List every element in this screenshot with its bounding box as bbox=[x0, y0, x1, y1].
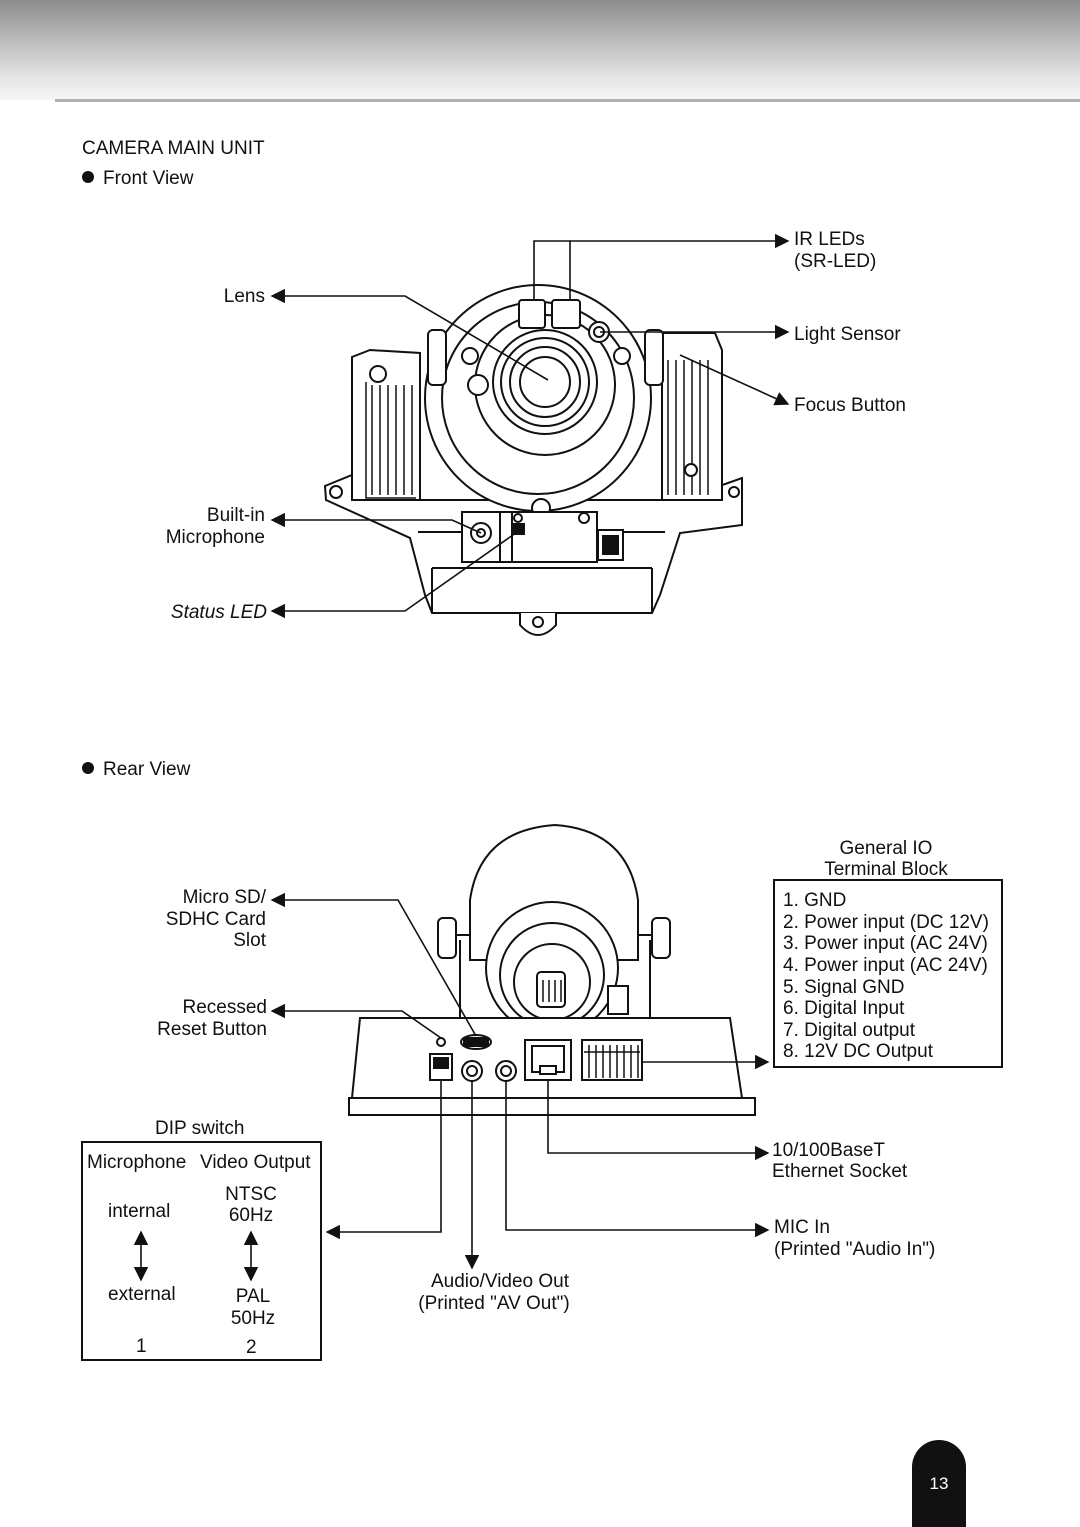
front-view-drawing bbox=[325, 285, 742, 635]
io-terminal-list bbox=[773, 879, 1003, 1068]
io-item: 5. Signal GND bbox=[783, 977, 905, 998]
general-io-title-line2: Terminal Block bbox=[824, 859, 948, 880]
bullet-icon bbox=[82, 762, 94, 774]
av-out-label-line2: (Printed "AV Out") bbox=[418, 1293, 570, 1314]
reset-label-line1: Recessed bbox=[182, 997, 267, 1018]
dip-ntsc: NTSC bbox=[225, 1184, 277, 1205]
dip-switch-number-2: 2 bbox=[246, 1337, 257, 1358]
status-led-label: Status LED bbox=[170, 602, 267, 623]
ir-leds-sublabel: (SR-LED) bbox=[794, 251, 877, 272]
light-sensor-label: Light Sensor bbox=[794, 324, 901, 345]
dip-switch-number-1: 1 bbox=[136, 1336, 147, 1357]
focus-button-label: Focus Button bbox=[794, 395, 906, 416]
ethernet-label-line2: Ethernet Socket bbox=[772, 1161, 908, 1182]
mic-in-label-line1: MIC In bbox=[774, 1217, 830, 1238]
io-item: 4. Power input (AC 24V) bbox=[783, 955, 988, 976]
ir-leds-label: IR LEDs bbox=[794, 229, 865, 250]
dip-60hz: 60Hz bbox=[228, 1205, 274, 1226]
io-item: 7. Digital output bbox=[783, 1020, 916, 1041]
page-number: 13 bbox=[929, 1474, 949, 1493]
lens-label: Lens bbox=[223, 286, 265, 307]
microphone-label-line2: Microphone bbox=[165, 527, 265, 548]
front-view-heading bbox=[82, 168, 193, 190]
sd-slot-label-line1: Micro SD/ bbox=[182, 887, 266, 908]
dip-col2-header: Video Output bbox=[200, 1152, 311, 1173]
rear-view-label: Rear View bbox=[103, 759, 191, 780]
io-item: 3. Power input (AC 24V) bbox=[783, 933, 988, 954]
bullet-icon bbox=[82, 171, 94, 183]
section-title: CAMERA MAIN UNIT bbox=[82, 138, 265, 159]
io-item: 1. GND bbox=[783, 890, 847, 911]
rear-view-drawing bbox=[349, 825, 755, 1115]
front-view-label: Front View bbox=[103, 168, 194, 189]
sd-slot-label-line2: SDHC Card bbox=[165, 909, 266, 930]
ethernet-label-line1: 10/100BaseT bbox=[772, 1140, 886, 1161]
rear-view-heading bbox=[82, 759, 190, 781]
dip-switch-title: DIP switch bbox=[155, 1118, 245, 1139]
dip-pal: PAL bbox=[235, 1286, 271, 1307]
io-item: 6. Digital Input bbox=[783, 998, 905, 1019]
dip-external: external bbox=[108, 1284, 176, 1305]
microphone-label-line1: Built-in bbox=[206, 505, 265, 526]
dip-50hz: 50Hz bbox=[230, 1308, 276, 1329]
sd-slot-label-line3: Slot bbox=[233, 930, 266, 951]
io-item: 8. 12V DC Output bbox=[783, 1041, 933, 1062]
io-item: 2. Power input (DC 12V) bbox=[783, 912, 989, 933]
general-io-title-line1: General IO bbox=[839, 838, 933, 859]
reset-label-line2: Reset Button bbox=[157, 1019, 267, 1040]
mic-in-label-line2: (Printed "Audio In") bbox=[774, 1239, 936, 1260]
dip-internal: internal bbox=[108, 1201, 171, 1222]
dip-col1-header: Microphone bbox=[87, 1152, 187, 1173]
av-out-label-line1: Audio/Video Out bbox=[430, 1271, 570, 1292]
